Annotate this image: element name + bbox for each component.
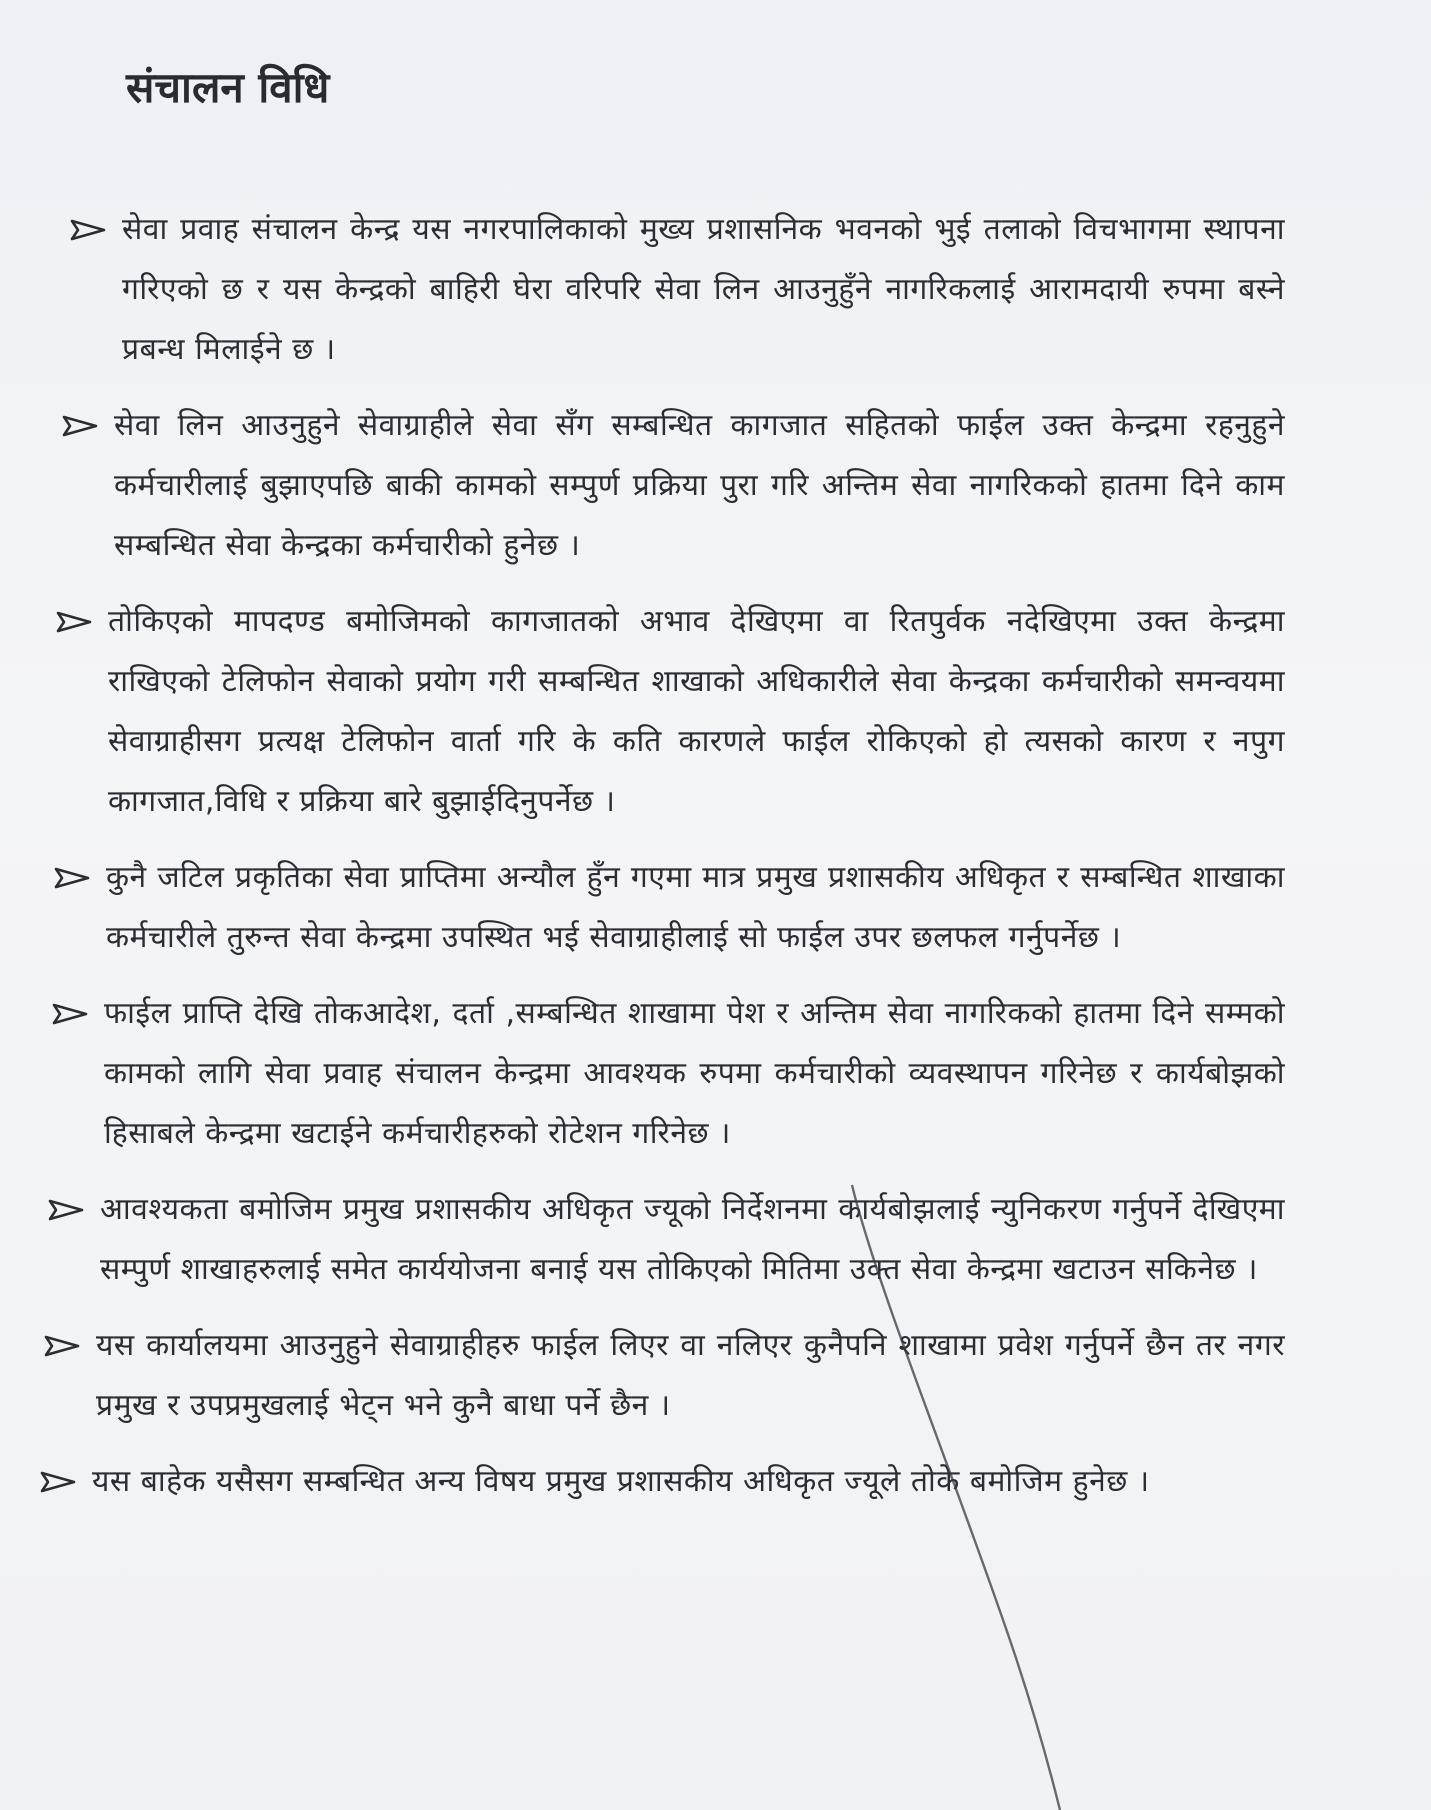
arrow-bullet-icon [62,414,100,438]
list-item [70,200,1285,380]
arrow-bullet-icon [56,610,94,634]
list-item-text: सेवा प्रवाह संचालन केन्द्र यस नगरपालिकाको मुख्य प्रशासनिक भवनको भुई तलाको विचभागमा स्थापना गरिएको छ र यस केन्द्रको बाहिरी घेरा वरिपरि सेवा लिन आउनुहुँने नागरिकलाई आरामदायी रुपमा बस्ने प्रबन्ध मिलाईने छ । [122,212,1285,367]
list-item-text: सेवा लिन आउनुहुने सेवाग्राहीले सेवा सँग सम्बन्धित कागजात सहितको फाईल उक्त केन्द्रमा रहनुहुने कर्मचारीलाई बुझाएपछि बाकी कामको सम्पुर्ण प्रक्रिया पुरा गरि अन्तिम सेवा नागरिकको हातमा दिने काम सम्बन्धित सेवा केन्द्रका कर्मचारीको हुनेछ । [114,408,1285,563]
list-item [40,1452,1285,1512]
list-item-text: आवश्यकता बमोजिम प्रमुख प्रशासकीय अधिकृत ज्यूको निर्देशनमा कार्यबोझलाई न्युनिकरण गर्नुपर्ने देखिएमा सम्पुर्ण शाखाहरुलाई समेत कार्ययोजना बनाई यस तोकिएको मितिमा उक्त सेवा केन्द्रमा खटाउन सकिनेछ । [100,1192,1285,1287]
arrow-bullet-icon [40,1470,78,1494]
list-item-text: कुनै जटिल प्रकृतिका सेवा प्राप्तिमा अन्यौल हुँन गएमा मात्र प्रमुख प्रशासकीय अधिकृत र सम्बन्धित शाखाका कर्मचारीले तुरुन्त सेवा केन्द्रमा उपस्थित भई सेवाग्राहीलाई सो फाईल उपर छलफल गर्नुपर्नेछ । [106,860,1285,955]
list-item-text: यस बाहेक यसैसग सम्बन्धित अन्य विषय प्रमुख प्रशासकीय अधिकृत ज्यूले तोके बमोजिम हुनेछ । [92,1464,1150,1499]
arrow-bullet-icon [54,866,92,890]
list-item [44,1316,1285,1436]
list-item [56,592,1285,832]
list-item-text: फाईल प्राप्ति देखि तोकआदेश, दर्ता ,सम्बन्धित शाखामा पेश र अन्तिम सेवा नागरिकको हातमा दिने सम्मको कामको लागि सेवा प्रवाह संचालन केन्द्रमा आवश्यक रुपमा कर्मचारीको व्यवस्थापन गरिनेछ र कार्यबोझको हिसाबले केन्द्रमा खटाईने कर्मचारीहरुको रोटेशन गरिनेछ । [104,996,1285,1151]
arrow-bullet-icon [44,1334,82,1358]
list-item [62,396,1285,576]
list-item [48,1180,1285,1300]
arrow-bullet-icon [48,1198,86,1222]
list-item [54,848,1285,968]
list-item-text: तोकिएको मापदण्ड बमोजिमको कागजातको अभाव देखिएमा वा रितपुर्वक नदेखिएमा उक्त केन्द्रमा राखिएको टेलिफोन सेवाको प्रयोग गरी सम्बन्धित शाखाको अधिकारीले सेवा केन्द्रका कर्मचारीको समन्वयमा सेवाग्राहीसग प्रत्यक्ष टेलिफोन वार्ता गरि के कति कारणले फाईल रोकिएको हो त्यसको कारण र नपुग कागजात,विधि र प्रक्रिया बारे बुझाईदिनुपर्नेछ । [108,604,1285,819]
arrow-bullet-icon [52,1002,90,1026]
list-item-text: यस कार्यालयमा आउनुहुने सेवाग्राहीहरु फाईल लिएर वा नलिएर कुनैपनि शाखामा प्रवेश गर्नुपर्ने छैन तर नगर प्रमुख र उपप्रमुखलाई भेट्न भने कुनै बाधा पर्ने छैन । [96,1328,1285,1423]
procedure-list [70,200,1285,1528]
page-title: संचालन विधि [126,63,330,112]
arrow-bullet-icon [70,218,108,242]
list-item [52,984,1285,1164]
